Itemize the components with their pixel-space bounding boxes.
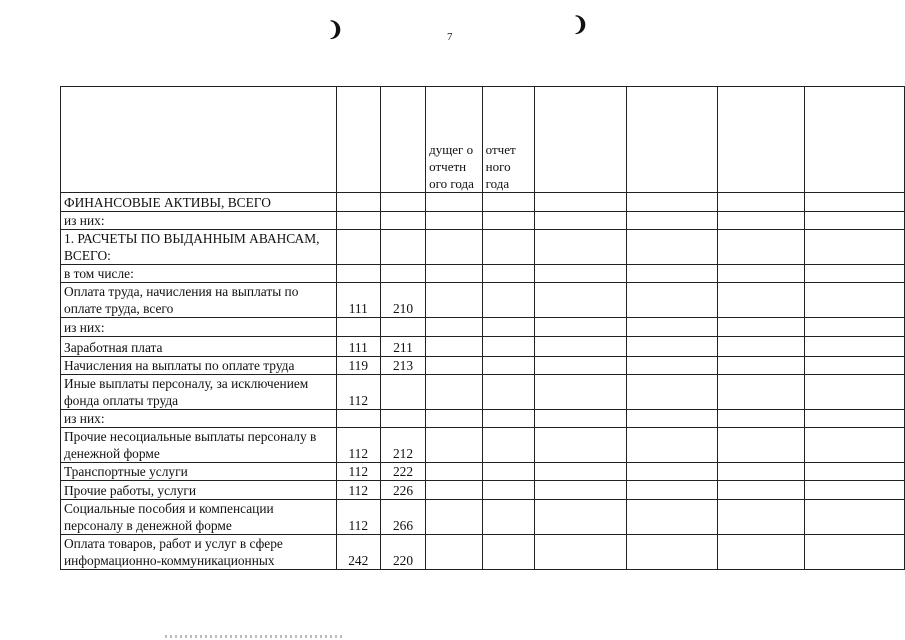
row-kvr-cell — [336, 265, 380, 283]
row-name-cell: из них: — [61, 318, 337, 337]
row-value-cell — [426, 375, 482, 410]
table-row — [61, 428, 905, 463]
row-value-cell — [626, 193, 718, 212]
row-kosgu-cell — [380, 375, 425, 410]
table-row — [61, 212, 905, 230]
row-kosgu-cell: 222 — [380, 463, 425, 481]
row-value-cell — [804, 463, 904, 481]
row-value-cell — [804, 357, 904, 375]
row-value-cell — [482, 481, 534, 500]
row-value-cell — [626, 481, 718, 500]
row-name-cell: из них: — [61, 212, 337, 230]
row-value-cell — [535, 410, 627, 428]
row-value-cell — [482, 410, 534, 428]
row-name-cell: Иные выплаты персоналу, за исключением фонда оплаты труда — [61, 375, 337, 410]
punch-hole-mark-right: ❩ — [572, 14, 589, 36]
row-kvr-cell — [336, 230, 380, 265]
row-value-cell — [718, 481, 805, 500]
row-value-cell — [626, 463, 718, 481]
row-name-cell: Оплата труда, начисления на выплаты по оплате труда, всего — [61, 283, 337, 318]
row-value-cell — [535, 375, 627, 410]
row-kosgu-cell: 210 — [380, 283, 425, 318]
table-row — [61, 193, 905, 212]
table-row — [61, 283, 905, 318]
row-kvr-cell — [336, 193, 380, 212]
scan-artifact — [165, 635, 345, 638]
row-value-cell — [535, 337, 627, 357]
row-kosgu-cell — [380, 230, 425, 265]
row-value-cell — [804, 212, 904, 230]
row-kvr-cell: 242 — [336, 535, 380, 570]
row-name-cell: Заработная плата — [61, 337, 337, 357]
row-name-cell: 1. РАСЧЕТЫ ПО ВЫДАННЫМ АВАНСАМ, ВСЕГО: — [61, 230, 337, 265]
row-value-cell — [535, 500, 627, 535]
row-value-cell — [426, 535, 482, 570]
row-value-cell — [804, 535, 904, 570]
row-value-cell — [804, 375, 904, 410]
row-value-cell — [804, 500, 904, 535]
row-value-cell — [804, 265, 904, 283]
row-value-cell — [718, 337, 805, 357]
row-value-cell — [804, 410, 904, 428]
row-value-cell — [804, 283, 904, 318]
row-value-cell — [626, 535, 718, 570]
row-value-cell — [426, 212, 482, 230]
row-kosgu-cell: 220 — [380, 535, 425, 570]
row-name-cell: Транспортные услуги — [61, 463, 337, 481]
row-value-cell — [804, 193, 904, 212]
table-row — [61, 337, 905, 357]
row-value-cell — [426, 230, 482, 265]
row-value-cell — [482, 500, 534, 535]
row-value-cell — [626, 265, 718, 283]
row-value-cell — [804, 428, 904, 463]
row-kosgu-cell — [380, 193, 425, 212]
row-kvr-cell — [336, 212, 380, 230]
row-value-cell — [482, 230, 534, 265]
header-row — [61, 87, 905, 193]
row-kosgu-cell: 266 — [380, 500, 425, 535]
row-value-cell — [804, 481, 904, 500]
table-row — [61, 230, 905, 265]
row-value-cell — [535, 535, 627, 570]
header-prior-year-cell: дущег о отчетн ого года — [426, 87, 482, 193]
row-value-cell — [482, 193, 534, 212]
row-value-cell — [718, 230, 805, 265]
page-number: 7 — [447, 31, 453, 43]
row-value-cell — [426, 410, 482, 428]
row-kosgu-cell — [380, 318, 425, 337]
row-value-cell — [535, 463, 627, 481]
row-value-cell — [626, 230, 718, 265]
row-value-cell — [482, 357, 534, 375]
row-value-cell — [718, 283, 805, 318]
row-value-cell — [718, 193, 805, 212]
row-kosgu-cell: 212 — [380, 428, 425, 463]
row-value-cell — [626, 318, 718, 337]
row-name-cell: Прочие работы, услуги — [61, 481, 337, 500]
row-value-cell — [426, 428, 482, 463]
row-value-cell — [718, 375, 805, 410]
financial-assets-table — [60, 86, 905, 570]
row-value-cell — [718, 318, 805, 337]
row-kvr-cell: 111 — [336, 283, 380, 318]
table-row — [61, 265, 905, 283]
row-value-cell — [426, 318, 482, 337]
row-value-cell — [482, 463, 534, 481]
row-kosgu-cell: 226 — [380, 481, 425, 500]
row-name-cell: Начисления на выплаты по оплате труда — [61, 357, 337, 375]
row-kosgu-cell — [380, 265, 425, 283]
row-value-cell — [535, 357, 627, 375]
row-value-cell — [535, 265, 627, 283]
row-value-cell — [626, 283, 718, 318]
table-row — [61, 500, 905, 535]
row-name-cell: в том числе: — [61, 265, 337, 283]
row-kvr-cell: 112 — [336, 428, 380, 463]
row-kvr-cell: 112 — [336, 375, 380, 410]
table-row — [61, 410, 905, 428]
row-value-cell — [482, 428, 534, 463]
row-value-cell — [535, 212, 627, 230]
row-value-cell — [535, 193, 627, 212]
row-value-cell — [426, 463, 482, 481]
row-kosgu-cell: 213 — [380, 357, 425, 375]
row-value-cell — [482, 212, 534, 230]
row-kosgu-cell — [380, 212, 425, 230]
table-row — [61, 535, 905, 570]
row-name-cell: ФИНАНСОВЫЕ АКТИВЫ, ВСЕГО — [61, 193, 337, 212]
row-value-cell — [626, 212, 718, 230]
row-kvr-cell: 112 — [336, 481, 380, 500]
row-kvr-cell: 112 — [336, 463, 380, 481]
row-value-cell — [426, 283, 482, 318]
row-value-cell — [626, 375, 718, 410]
row-name-cell: Оплата товаров, работ и услуг в сфере информационно-коммуникационных — [61, 535, 337, 570]
table-row — [61, 357, 905, 375]
row-kvr-cell: 119 — [336, 357, 380, 375]
row-value-cell — [426, 265, 482, 283]
row-name-cell: Прочие несоциальные выплаты персоналу в денежной форме — [61, 428, 337, 463]
row-value-cell — [718, 265, 805, 283]
row-value-cell — [482, 535, 534, 570]
row-value-cell — [626, 337, 718, 357]
row-kvr-cell: 111 — [336, 337, 380, 357]
row-value-cell — [626, 428, 718, 463]
row-value-cell — [718, 463, 805, 481]
row-kosgu-cell: 211 — [380, 337, 425, 357]
row-value-cell — [626, 410, 718, 428]
row-value-cell — [482, 318, 534, 337]
row-value-cell — [718, 500, 805, 535]
row-value-cell — [718, 428, 805, 463]
row-value-cell — [535, 318, 627, 337]
row-value-cell — [718, 535, 805, 570]
row-value-cell — [482, 283, 534, 318]
row-name-cell: из них: — [61, 410, 337, 428]
row-value-cell — [718, 357, 805, 375]
table-row — [61, 463, 905, 481]
table-row — [61, 375, 905, 410]
header-reporting-year-cell: отчет ного года — [482, 87, 534, 193]
row-value-cell — [426, 357, 482, 375]
row-kosgu-cell — [380, 410, 425, 428]
row-value-cell — [535, 230, 627, 265]
row-value-cell — [426, 193, 482, 212]
row-name-cell: Социальные пособия и компенсации персоналу в денежной форме — [61, 500, 337, 535]
row-value-cell — [482, 265, 534, 283]
punch-hole-mark-left: ❩ — [327, 19, 344, 41]
row-kvr-cell: 112 — [336, 500, 380, 535]
row-value-cell — [804, 318, 904, 337]
row-value-cell — [626, 500, 718, 535]
table-row — [61, 318, 905, 337]
row-kvr-cell — [336, 410, 380, 428]
row-value-cell — [426, 481, 482, 500]
row-value-cell — [626, 357, 718, 375]
row-value-cell — [482, 337, 534, 357]
row-value-cell — [535, 283, 627, 318]
row-value-cell — [718, 212, 805, 230]
row-value-cell — [482, 375, 534, 410]
row-kvr-cell — [336, 318, 380, 337]
row-value-cell — [426, 500, 482, 535]
row-value-cell — [804, 337, 904, 357]
row-value-cell — [535, 481, 627, 500]
row-value-cell — [426, 337, 482, 357]
row-value-cell — [718, 410, 805, 428]
row-value-cell — [804, 230, 904, 265]
table-row — [61, 481, 905, 500]
row-value-cell — [535, 428, 627, 463]
